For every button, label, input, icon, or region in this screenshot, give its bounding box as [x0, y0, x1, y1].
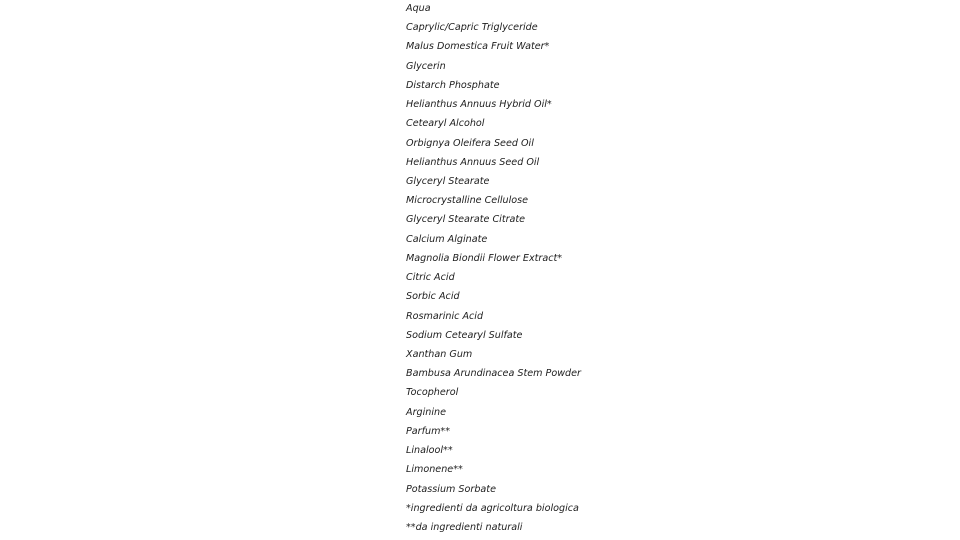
ingredient-item-orbignya-oleifera-seed-oil: Orbignya Oleifera Seed Oil [406, 137, 534, 149]
ingredient-item-arginine: Arginine [406, 406, 446, 418]
ingredient-item-microcrystalline-cellulose: Microcrystalline Cellulose [406, 195, 529, 207]
ingredient-item-parfum: Parfum** [406, 425, 451, 437]
ingredient-item-limonene: Limonene** [406, 464, 463, 476]
ingredient-item-xanthan-gum: Xanthan Gum [406, 348, 473, 360]
ingredient-item-helianthus-annuus-seed-oil: Helianthus Annuus Seed Oil [406, 156, 540, 168]
ingredient-item-helianthus-annuus-hybrid-oil: Helianthus Annuus Hybrid Oil* [406, 99, 552, 111]
ingredient-item-glyceryl-stearate-citrate: Glyceryl Stearate Citrate [406, 214, 526, 226]
ingredient-item-caprylic-capric-triglyceride: Caprylic/Capric Triglyceride [406, 22, 538, 34]
ingredient-item-potassium-sorbate: Potassium Sorbate [406, 483, 496, 495]
ingredient-item-sodium-cetearyl-sulfate: Sodium Cetearyl Sulfate [406, 329, 523, 341]
ingredient-item-linalool: Linalool** [406, 445, 453, 457]
ingredient-item-distarch-phosphate: Distarch Phosphate [406, 79, 500, 91]
ingredient-item-glyceryl-stearate: Glyceryl Stearate [406, 175, 490, 187]
ingredient-item-malus-domestica-fruit-water: Malus Domestica Fruit Water* [406, 41, 550, 53]
ingredient-item-rosmarinic-acid: Rosmarinic Acid [406, 310, 484, 322]
ingredient-item-sorbic-acid: Sorbic Acid [406, 291, 460, 303]
natural-ingredients-note: **da ingredienti naturali [406, 521, 523, 533]
ingredient-item-tocopherol: Tocopherol [406, 387, 459, 399]
ingredient-item-bambusa-arundinacea-stem-powder: Bambusa Arundinacea Stem Powder [406, 368, 581, 380]
ingredients-panel [406, 0, 766, 540]
ingredient-item-citric-acid: Citric Acid [406, 272, 455, 284]
ingredient-item-aqua: Aqua [406, 3, 431, 14]
organic-ingredients-note: *ingredienti da agricoltura biologica [406, 502, 579, 514]
ingredient-item-cetearyl-alcohol: Cetearyl Alcohol [406, 118, 485, 130]
ingredient-item-magnolia-biondii-flower-extract: Magnolia Biondii Flower Extract* [406, 252, 563, 264]
ingredient-item-glycerin: Glycerin [406, 60, 446, 72]
ingredient-item-calcium-alginate: Calcium Alginate [406, 233, 488, 245]
